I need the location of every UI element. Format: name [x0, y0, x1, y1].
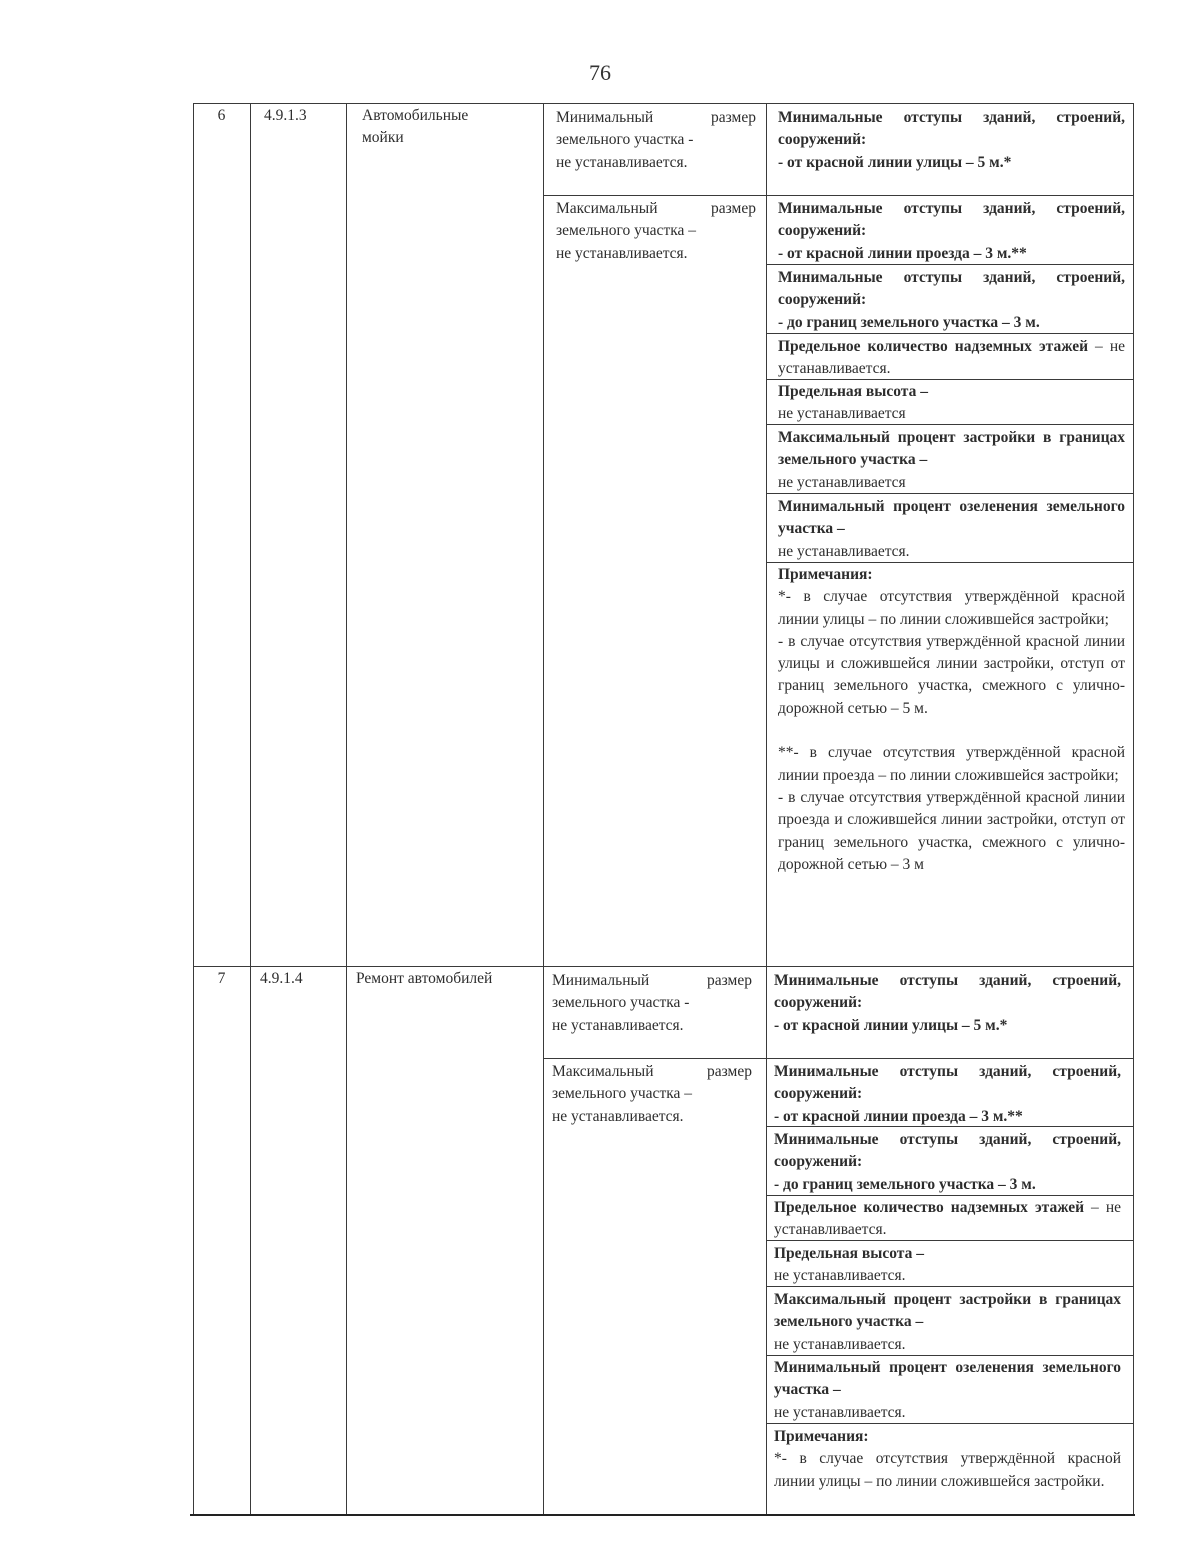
param-value: не устанавливается.: [774, 1267, 906, 1285]
table-border-right: [1133, 103, 1134, 1515]
param-heading: Минимальный процент озеленения земельного участка –: [778, 498, 1125, 538]
notes-title: Примечания:: [774, 1428, 869, 1445]
setback-border: [774, 1129, 1121, 1196]
param-heading: Предельное количество надземных этажей: [778, 338, 1089, 355]
col-divider-1: [250, 103, 251, 1515]
param-value: - от красной линии улицы – 5 м.*: [778, 153, 1012, 171]
setback-passage: [774, 1061, 1121, 1128]
use-name: Ремонт автомобилей: [356, 970, 493, 987]
param-value: - до границ земельного участка – 3 м.: [774, 1175, 1036, 1193]
param-heading: Минимальные отступы зданий, строений, сооружений:: [778, 200, 1125, 240]
param-value: не устанавливается.: [774, 1403, 906, 1421]
size-divider-row7: [543, 1058, 1134, 1059]
param-heading: Предельное количество надземных этажей: [774, 1199, 1085, 1216]
param-value: - от красной линии улицы – 5 м.*: [774, 1016, 1008, 1034]
param-heading: Минимальные отступы зданий, строений, сооружений:: [778, 109, 1125, 149]
param-heading: Минимальные отступы зданий, строений, сооружений:: [774, 972, 1121, 1012]
notes: [778, 564, 1125, 876]
param-value: – не устанавливается.: [778, 338, 1125, 378]
setback-street: [774, 970, 1121, 1037]
size-divider-row6: [543, 195, 1134, 196]
notes-text: *- в случае отсутствия утверждённой красной линии улицы – по линии сложившейся застройки; - в случае отсутствия утверждённой красной линии улицы и сложившейся линии застройки, отступ от границ земельного участка, смежного с улично-дорожной сетью – 5 м. **- в случае отсутствия утверждённой красной линии проезда – по линии сложившейся застройки; - в случае отсутствия утверждённой красной линии проезда и сложившейся линии застройки, отступ от границ земельного участка, смежного с улично-дорожной сетью – 3 м: [778, 588, 1125, 873]
min-plot-size: Минимальный размер земельного участка - не устанавливается.: [552, 972, 752, 1034]
height-limit: [774, 1243, 1121, 1288]
coverage-limit: [774, 1289, 1121, 1356]
table-bottom-border: [190, 1514, 1135, 1516]
param-heading: Минимальные отступы зданий, строений, сооружений:: [774, 1063, 1121, 1103]
row-number: 7: [217, 970, 226, 987]
param-heading: Минимальный процент озеленения земельного участка –: [774, 1359, 1121, 1399]
setback-street: [778, 107, 1125, 174]
coverage-limit: [778, 427, 1125, 494]
row-divider: [193, 966, 1134, 967]
table-top-border: [193, 103, 1134, 104]
greening-limit: [778, 496, 1125, 563]
col-divider-2: [346, 103, 347, 1515]
param-heading: Предельная высота –: [774, 1245, 924, 1262]
param-heading: Минимальные отступы зданий, строений, сооружений:: [774, 1131, 1121, 1171]
param-value: – не устанавливается.: [774, 1199, 1121, 1239]
param-value: не устанавливается.: [778, 542, 910, 560]
use-code: 4.9.1.3: [264, 107, 307, 124]
param-value: - от красной линии проезда – 3 м.**: [778, 244, 1027, 262]
row-number: 6: [217, 107, 226, 124]
setback-passage: [778, 198, 1125, 265]
page-number: 76: [589, 60, 611, 85]
setback-border: [778, 267, 1125, 334]
col-divider-4: [766, 103, 767, 1515]
param-heading: Минимальные отступы зданий, строений, сооружений:: [778, 269, 1125, 309]
floors-limit: [774, 1197, 1121, 1242]
param-value: - до границ земельного участка – 3 м.: [778, 313, 1040, 331]
max-plot-size: Максимальный размер земельного участка – не устанавливается.: [556, 200, 756, 262]
table-border-left: [193, 103, 194, 1515]
floors-limit: [778, 336, 1125, 381]
param-value: не устанавливается: [778, 405, 906, 423]
notes: [774, 1426, 1121, 1493]
col-divider-3: [543, 103, 544, 1515]
greening-limit: [774, 1357, 1121, 1424]
param-value: не устанавливается.: [774, 1335, 906, 1353]
param-value: не устанавливается: [778, 473, 906, 491]
param-heading: Предельная высота –: [778, 383, 928, 400]
notes-text: *- в случае отсутствия утверждённой красной линии улицы – по линии сложившейся застройки.: [774, 1450, 1121, 1490]
param-value: - от красной линии проезда – 3 м.**: [774, 1107, 1023, 1125]
height-limit: [778, 381, 1125, 426]
min-plot-size: Минимальный размер земельного участка - не устанавливается.: [556, 109, 756, 171]
notes-title: Примечания:: [778, 566, 873, 583]
use-code: 4.9.1.4: [260, 970, 303, 987]
param-heading: Максимальный процент застройки в границах земельного участка –: [778, 429, 1125, 469]
max-plot-size: Максимальный размер земельного участка – не устанавливается.: [552, 1063, 752, 1125]
param-heading: Максимальный процент застройки в границах земельного участка –: [774, 1291, 1121, 1331]
use-name: Автомобильные мойки: [362, 107, 469, 147]
